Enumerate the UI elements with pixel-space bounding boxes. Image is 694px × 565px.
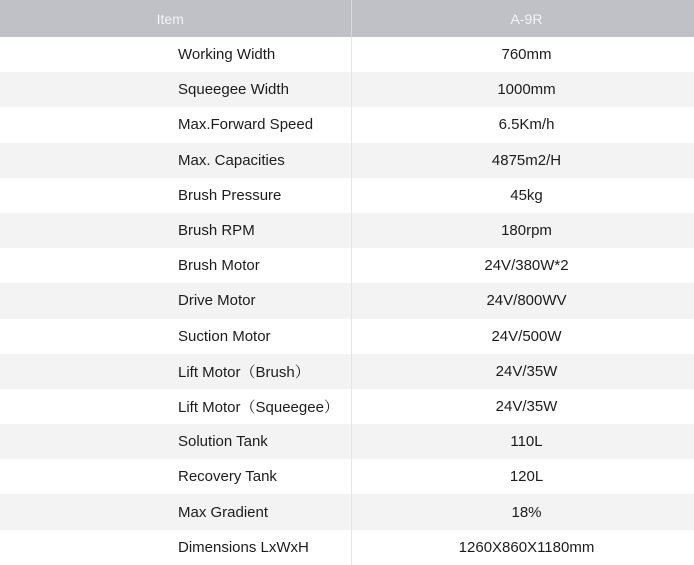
row-value: 120L (351, 459, 694, 494)
table-row (0, 72, 694, 107)
table-row (0, 143, 694, 178)
row-label: Brush RPM (0, 213, 351, 248)
header-item: Item (0, 0, 351, 37)
row-value: 24V/35W (351, 389, 694, 424)
row-value: 45kg (351, 178, 694, 213)
table-row (0, 389, 694, 424)
row-label: Max Gradient (0, 494, 351, 529)
row-value: 4875m2/H (351, 143, 694, 178)
row-label: Recovery Tank (0, 459, 351, 494)
row-value: 24V/380W*2 (351, 248, 694, 283)
table-row (0, 530, 694, 565)
row-label: Lift Motor（Squeegee） (0, 389, 351, 424)
row-value: 6.5Km/h (351, 107, 694, 142)
header-row (0, 0, 694, 37)
row-label: Squeegee Width (0, 72, 351, 107)
row-value: 24V/35W (351, 354, 694, 389)
row-label: Lift Motor（Brush） (0, 354, 351, 389)
table-row (0, 494, 694, 529)
table-row (0, 459, 694, 494)
row-label: Solution Tank (0, 424, 351, 459)
table-row (0, 424, 694, 459)
table-row (0, 354, 694, 389)
row-label: Brush Motor (0, 248, 351, 283)
table-row (0, 319, 694, 354)
header-model: A-9R (351, 0, 694, 37)
row-value: 110L (351, 424, 694, 459)
row-value: 180rpm (351, 213, 694, 248)
row-value: 24V/500W (351, 319, 694, 354)
table-row (0, 248, 694, 283)
table-row (0, 37, 694, 72)
row-label: Max. Capacities (0, 143, 351, 178)
row-value: 18% (351, 494, 694, 529)
row-label: Suction Motor (0, 319, 351, 354)
row-label: Brush Pressure (0, 178, 351, 213)
table-row (0, 178, 694, 213)
row-label: Max.Forward Speed (0, 107, 351, 142)
row-label: Dimensions LxWxH (0, 530, 351, 565)
row-value: 1260X860X1180mm (351, 530, 694, 565)
row-value: 1000mm (351, 72, 694, 107)
table-row (0, 107, 694, 142)
row-value: 24V/800WV (351, 283, 694, 318)
table-row (0, 283, 694, 318)
table-row (0, 213, 694, 248)
row-label: Drive Motor (0, 283, 351, 318)
row-value: 760mm (351, 37, 694, 72)
row-label: Working Width (0, 37, 351, 72)
